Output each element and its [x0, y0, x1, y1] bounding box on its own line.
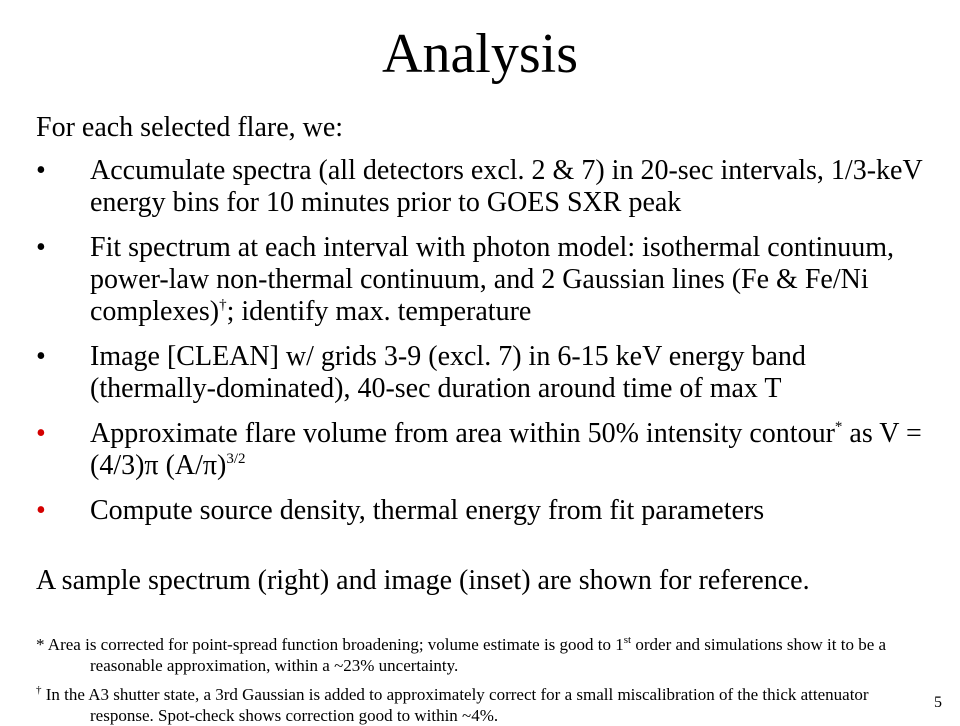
bullet-flare-volume	[0, 418, 960, 482]
bullet-text: Compute source density, thermal energy from fit parameters	[90, 495, 765, 526]
bullet-accumulate-spectra	[0, 155, 960, 219]
bullet-text: Accumulate spectra (all detectors excl. 2 & 7) in 20-sec intervals, 1/3-keV energy bins for 10 minutes prior to GOES SXR peak	[90, 155, 923, 218]
intro-text: For each selected flare, we:	[36, 112, 344, 143]
bullet-dot: •	[36, 232, 46, 263]
footnote-text: * Area is corrected for point-spread function broadening; volume estimate is good to 1	[36, 635, 624, 654]
page-number: 5	[934, 694, 942, 711]
volume-formula: as V = (4/3)π (A/π)	[90, 418, 922, 481]
formula-exponent: 3/2	[226, 451, 246, 467]
bullet-fit-spectrum	[0, 232, 960, 328]
bullet-dot: •	[36, 495, 46, 526]
bullet-image-clean	[0, 341, 960, 405]
asterisk-footnote-mark: *	[834, 419, 843, 435]
bullet-compute-density	[0, 495, 960, 527]
bullet-dot: •	[36, 341, 46, 372]
bullet-dot: •	[36, 418, 46, 449]
ordinal-suffix: st	[623, 634, 632, 646]
closing-text: A sample spectrum (right) and image (inset) are shown for reference.	[36, 565, 810, 596]
bullet-text: Image [CLEAN] w/ grids 3-9 (excl. 7) in 6-15 keV energy band (thermally-dominated), 40-sec duration around time of max T	[90, 341, 806, 404]
bullet-dot: •	[36, 155, 46, 186]
dagger-mark: †	[36, 684, 42, 696]
bullet-text: Fit spectrum at each interval with photon model: isothermal continuum, power-law non-thermal continuum, and 2 Gaussian lines (Fe & Fe/Ni complexes)	[90, 232, 895, 327]
footnote-text-continued: order and simulations show it to be a reasonable approximation, within a ~23% uncertainty.	[90, 635, 887, 675]
footnote-text: In the A3 shutter state, a 3rd Gaussian is added to approximately correct for a small miscalibration of the thick attenuator response. Spot-check shows correction good to within ~4%.	[41, 685, 869, 725]
bullet-text-continued: ; identify max. temperature	[226, 296, 532, 327]
footnote-asterisk	[36, 634, 920, 676]
slide-title: Analysis	[382, 23, 578, 85]
bullet-text: Approximate flare volume from area within 50% intensity contour	[90, 418, 835, 449]
bullet-list	[0, 155, 960, 527]
dagger-footnote-mark: †	[219, 297, 227, 313]
